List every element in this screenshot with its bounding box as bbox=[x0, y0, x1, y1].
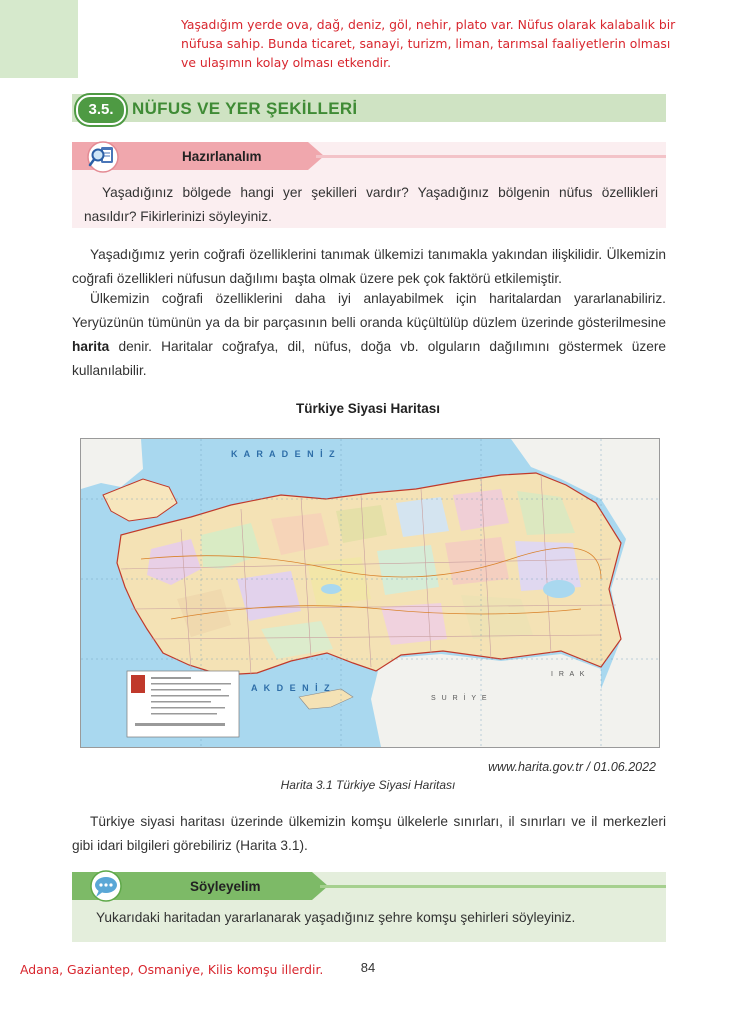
map-title: Türkiye Siyasi Haritası bbox=[295, 401, 441, 416]
corner-decoration bbox=[0, 0, 78, 78]
map-label-black-sea: K A R A D E N İ Z bbox=[231, 449, 337, 459]
section-title: NÜFUS VE YER ŞEKİLLERİ bbox=[132, 99, 358, 118]
harita-term: harita bbox=[72, 339, 110, 354]
map-source: www.harita.gov.tr / 01.06.2022 bbox=[488, 760, 656, 774]
paragraph-1: Yaşadığımız yerin coğrafi özelliklerini tanımak ülkemizi tanımakla yakından ilişkilidir. Ülkemizin coğrafi özellikleri nüfusun dağılımı başta olmak üzere pek çok faktörü etkilemiştir. bbox=[72, 247, 666, 286]
magnifier-clipboard-icon bbox=[84, 140, 122, 174]
map-label-mediterranean: A K D E N İ Z bbox=[251, 683, 332, 693]
prep-question-text: Yaşadığınız bölgede hangi yer şekilleri vardır? Yaşadığınız bölgenin nüfus özellikleri nasıldır? Fikirlerinizi söyleyiniz. bbox=[84, 185, 658, 224]
map-caption: Harita 3.1 Türkiye Siyasi Haritası bbox=[280, 778, 456, 792]
turkey-political-map bbox=[80, 438, 660, 748]
say-instruction-text: Yukarıdaki haritadan yararlanarak yaşadığınız şehre komşu şehirleri söyleyiniz. bbox=[96, 910, 576, 925]
handwritten-answer-bottom: Adana, Gaziantep, Osmaniye, Kilis komşu illerdir. bbox=[20, 962, 324, 977]
speech-bubble-icon bbox=[86, 869, 126, 903]
map-label-syria: S U R İ Y E bbox=[431, 695, 489, 702]
page-number: 84 bbox=[360, 960, 376, 975]
handwritten-answer-top: Yaşadığım yerde ova, dağ, deniz, göl, nehir, plato var. Nüfus olarak kalabalık bir nüfusa sahip. Bunda ticaret, sanayi, turizm, liman, tarımsal faaliyetlerin olması ve ulaşımın kolay olması etkendir. bbox=[181, 17, 676, 70]
paragraph-2: Ülkemizin coğrafi özelliklerini daha iyi anlayabilmek için haritalardan yararlanabiliriz. Yeryüzünün tümünün ya da bir parçasının belli oranda küçültülüp düzlem üzerinde gösterilmesine harita denir. Haritalar coğrafya, dil, nüfus, doğa vb. olguların dağılımını göstermek üzere kullanılabilir. bbox=[72, 291, 666, 378]
prep-divider bbox=[316, 155, 666, 158]
say-divider bbox=[320, 885, 666, 888]
say-title: Söyleyelim bbox=[190, 879, 261, 894]
paragraph-3: Türkiye siyasi haritası üzerinde ülkemizin komşu ülkelerle sınırları, il sınırları ve il merkezleri gibi idari bilgileri görebiliriz (Harita 3.1). bbox=[72, 814, 666, 853]
map-label-iraq: I R A K bbox=[551, 671, 587, 678]
section-number: 3.5. bbox=[76, 95, 126, 125]
prep-title: Hazırlanalım bbox=[182, 149, 262, 164]
